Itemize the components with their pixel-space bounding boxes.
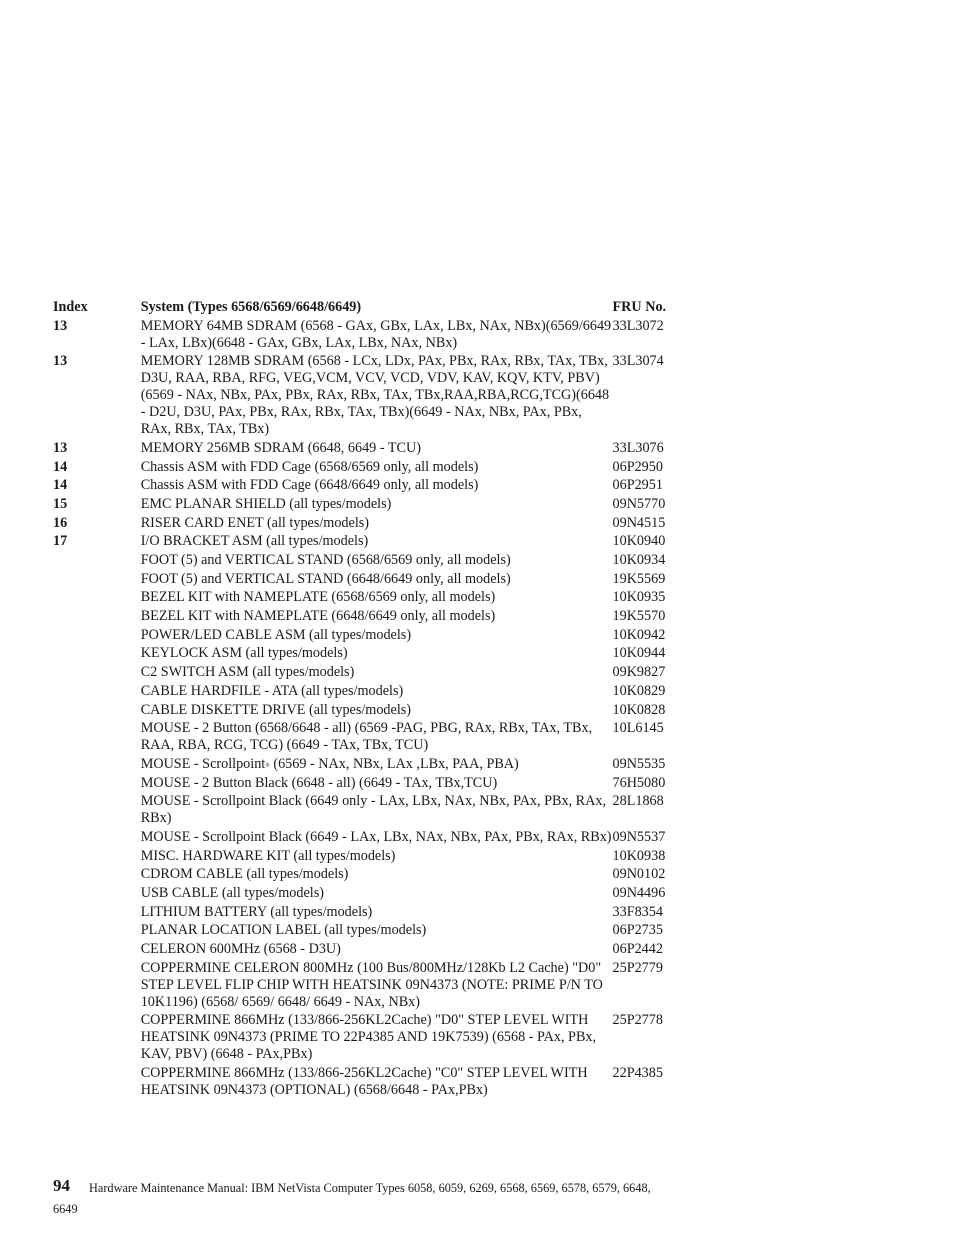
header-fru: FRU No. xyxy=(612,299,667,315)
table-row xyxy=(53,702,673,721)
table-row xyxy=(53,1065,673,1101)
row-index xyxy=(53,848,141,867)
row-description: MEMORY 256MB SDRAM (6648, 6649 - TCU) xyxy=(140,439,421,456)
table-row xyxy=(53,533,673,552)
row-index: 17 xyxy=(53,533,68,550)
row-description: COPPERMINE 866MHz (133/866-256KL2Cache) "D0" STEP LEVEL WITH HEATSINK 09N4373 (PRIME TO 22P4385 AND 19K7539) (6568 - PAx, PBx, KAV, PBV) (6648 - PAx,PBx) xyxy=(140,1012,597,1063)
row-index xyxy=(53,941,141,960)
row-fru-number: 22P4385 xyxy=(612,1065,663,1082)
row-fru-number: 19K5569 xyxy=(612,570,666,587)
row-index xyxy=(53,829,141,848)
table-row xyxy=(53,645,673,664)
row-fru-number: 06P2735 xyxy=(612,922,663,939)
row-description: RISER CARD ENET (all types/models) xyxy=(140,514,370,531)
row-index xyxy=(53,552,141,571)
row-index xyxy=(53,645,141,664)
row-description: MOUSE - 2 Button (6568/6648 - all) (6569 -PAG, PBG, RAx, RBx, TAx, TBx, RAA, RBA, RCG, TCG) (6649 - TAx, TBx, TCU) xyxy=(140,720,593,754)
row-fru-number: 10L6145 xyxy=(612,720,664,737)
table-row xyxy=(53,683,673,702)
row-description: POWER/LED CABLE ASM (all types/models) xyxy=(140,626,412,643)
row-description: BEZEL KIT with NAMEPLATE (6648/6649 only, all models) xyxy=(140,608,496,625)
row-description: FOOT (5) and VERTICAL STAND (6568/6569 only, all models) xyxy=(140,552,511,568)
table-row xyxy=(53,477,673,496)
page-number: 94 xyxy=(53,1176,70,1195)
table-row xyxy=(53,515,673,534)
row-description: KEYLOCK ASM (all types/models) xyxy=(140,645,348,662)
row-index xyxy=(53,1065,141,1101)
footer-title: Hardware Maintenance Manual: IBM NetVista Computer Types 6058, 6059, 6269, 6568, 6569, 6578, 6579, 6648, xyxy=(89,1181,651,1195)
row-description: CDROM CABLE (all types/models) xyxy=(140,866,349,883)
row-index xyxy=(53,885,141,904)
row-description-text-cont: (6569 - NAx, NBx, LAx ,LBx, PAA, PBA) xyxy=(269,755,519,772)
row-fru-number: 06P2951 xyxy=(612,477,663,494)
row-description: MISC. HARDWARE KIT (all types/models) xyxy=(140,847,396,864)
table-row xyxy=(53,627,673,646)
row-fru-number: 10K0934 xyxy=(612,552,666,568)
fru-parts-table xyxy=(53,299,673,1101)
row-index xyxy=(53,1012,141,1065)
row-index xyxy=(53,904,141,923)
row-index xyxy=(53,627,141,646)
row-fru-number: 33L3074 xyxy=(612,353,664,370)
table-row xyxy=(53,440,673,459)
row-fru-number: 25P2778 xyxy=(612,1012,663,1029)
row-fru-number: 10K0935 xyxy=(612,589,666,606)
row-fru-number: 09N5537 xyxy=(612,828,666,845)
table-row xyxy=(53,608,673,627)
row-index xyxy=(53,608,141,627)
row-fru-number: 06P2442 xyxy=(612,941,663,958)
row-description: BEZEL KIT with NAMEPLATE (6568/6569 only, all models) xyxy=(140,589,496,606)
row-index xyxy=(53,683,141,702)
row-index: 14 xyxy=(53,458,68,475)
row-index xyxy=(53,589,141,608)
table-row xyxy=(53,589,673,608)
header-index: Index xyxy=(53,299,88,315)
row-description: MEMORY 64MB SDRAM (6568 - GAx, GBx, LAx, LBx, NAx, NBx)(6569/6649 - LAx, LBx)(6648 - GAx, GBx, LAx, LBx, NAx, NBx) xyxy=(140,317,612,351)
row-fru-number: 09N5535 xyxy=(612,755,666,772)
row-index xyxy=(53,664,141,683)
row-description-text: MOUSE - Scrollpoint xyxy=(140,755,266,772)
table-row xyxy=(53,775,673,794)
row-fru-number: 06P2950 xyxy=(612,458,663,475)
row-description: MOUSE - 2 Button Black (6648 - all) (6649 - TAx, TBx,TCU) xyxy=(140,774,498,791)
row-index xyxy=(53,702,141,721)
row-fru-number: 33L3076 xyxy=(612,439,664,456)
row-fru-number: 28L1868 xyxy=(612,793,664,810)
table-row xyxy=(53,496,673,515)
table-row xyxy=(53,459,673,478)
row-description: MOUSE - Scrollpoint Black (6649 - LAx, LBx, NAx, NBx, PAx, PBx, RAx, RBx) xyxy=(140,828,612,845)
row-index xyxy=(53,866,141,885)
row-fru-number: 09K9827 xyxy=(612,664,666,681)
table-row xyxy=(53,664,673,683)
row-fru-number: 09N0102 xyxy=(612,866,666,883)
row-index xyxy=(53,720,141,756)
row-description: Chassis ASM with FDD Cage (6648/6649 only, all models) xyxy=(140,477,479,494)
table-row xyxy=(53,885,673,904)
row-fru-number: 10K0828 xyxy=(612,701,666,718)
row-fru-number: 09N4515 xyxy=(612,514,666,531)
row-fru-number: 10K0942 xyxy=(612,626,666,643)
row-index xyxy=(53,922,141,941)
row-description: LITHIUM BATTERY (all types/models) xyxy=(140,903,373,920)
row-index xyxy=(53,960,141,1013)
row-fru-number: 10K0829 xyxy=(612,682,666,699)
footer-title-continued: 6649 xyxy=(53,1202,78,1216)
row-index xyxy=(53,756,141,775)
row-description: I/O BRACKET ASM (all types/models) xyxy=(140,533,369,550)
row-index: 13 xyxy=(53,317,68,334)
row-index: 14 xyxy=(53,477,68,494)
row-index: 15 xyxy=(53,495,68,512)
row-fru-number: 10K0940 xyxy=(612,533,666,550)
row-index: 13 xyxy=(53,439,68,456)
row-fru-number: 19K5570 xyxy=(612,608,666,625)
row-description: COPPERMINE 866MHz (133/866-256KL2Cache) "C0" STEP LEVEL WITH HEATSINK 09N4373 (OPTIONAL) (6568/6648 - PAx,PBx) xyxy=(140,1065,588,1099)
row-description: C2 SWITCH ASM (all types/models) xyxy=(140,664,355,681)
header-system: System (Types 6568/6569/6648/6649) xyxy=(140,299,362,315)
row-description: CABLE HARDFILE - ATA (all types/models) xyxy=(140,682,404,699)
table-row xyxy=(53,571,673,590)
row-fru-number: 25P2779 xyxy=(612,959,663,976)
row-index: 13 xyxy=(53,353,68,370)
registered-mark: ® xyxy=(265,762,270,769)
table-row xyxy=(53,960,673,1013)
table-header-row xyxy=(53,299,673,318)
row-index xyxy=(53,571,141,590)
row-description: PLANAR LOCATION LABEL (all types/models) xyxy=(140,922,427,939)
table-row xyxy=(53,866,673,885)
table-row xyxy=(53,720,673,756)
row-fru-number: 76H5080 xyxy=(612,774,666,791)
table-row xyxy=(53,904,673,923)
table-row xyxy=(53,848,673,867)
table-row xyxy=(53,829,673,848)
row-description: FOOT (5) and VERTICAL STAND (6648/6649 only, all models) xyxy=(140,570,511,587)
table-row xyxy=(53,793,673,829)
row-fru-number: 10K0944 xyxy=(612,645,666,662)
table-row xyxy=(53,353,673,440)
row-description: Chassis ASM with FDD Cage (6568/6569 only, all models) xyxy=(140,458,479,475)
row-index: 16 xyxy=(53,514,68,531)
table-row xyxy=(53,922,673,941)
row-description: CELERON 600MHz (6568 - D3U) xyxy=(140,941,341,958)
row-description: CABLE DISKETTE DRIVE (all types/models) xyxy=(140,701,412,718)
row-index xyxy=(53,793,141,829)
row-fru-number: 10K0938 xyxy=(612,847,666,864)
row-description: COPPERMINE CELERON 800MHz (100 Bus/800MHz/128Kb L2 Cache) "D0" STEP LEVEL FLIP CHIP WITH HEATSINK 09N4373 (NOTE: PRIME P/N TO 10K1196) (6568/ 6569/ 6648/ 6649 - NAx, NBx) xyxy=(140,959,603,1010)
row-description: USB CABLE (all types/models) xyxy=(140,885,324,901)
row-fru-number: 09N4496 xyxy=(612,885,666,901)
row-description: MEMORY 128MB SDRAM (6568 - LCx, LDx, PAx, PBx, RAx, RBx, TAx, TBx, D3U, RAA, RBA, RFG, VEG,VCM, VCV, VCD, VDV, KAV, KQV, KTV, PBV)(6569 - NAx, NBx, PAx, PBx, RAx, RBx, TAx, TBx,RAA,RBA,RCG,TCG)(6648 - D2U, D3U, PAx, PBx, RAx, RBx, TAx, TBx)(6649 - NAx, NBx, PAx, PBx, RAx, RBx, TAx, TBx) xyxy=(140,353,610,438)
row-fru-number: 33L3072 xyxy=(612,317,664,334)
row-description: MOUSE - Scrollpoint Black (6649 only - LAx, LBx, NAx, NBx, PAx, PBx, RAx, RBx) xyxy=(140,793,607,827)
row-fru-number: 09N5770 xyxy=(612,495,666,512)
row-description xyxy=(141,756,613,775)
row-fru-number: 33F8354 xyxy=(612,903,663,920)
row-description: EMC PLANAR SHIELD (all types/models) xyxy=(140,495,392,512)
table-row xyxy=(53,941,673,960)
table-row xyxy=(53,318,673,354)
table-row xyxy=(53,1012,673,1065)
table-row xyxy=(53,552,673,571)
table-row xyxy=(53,756,673,775)
row-index xyxy=(53,775,141,794)
